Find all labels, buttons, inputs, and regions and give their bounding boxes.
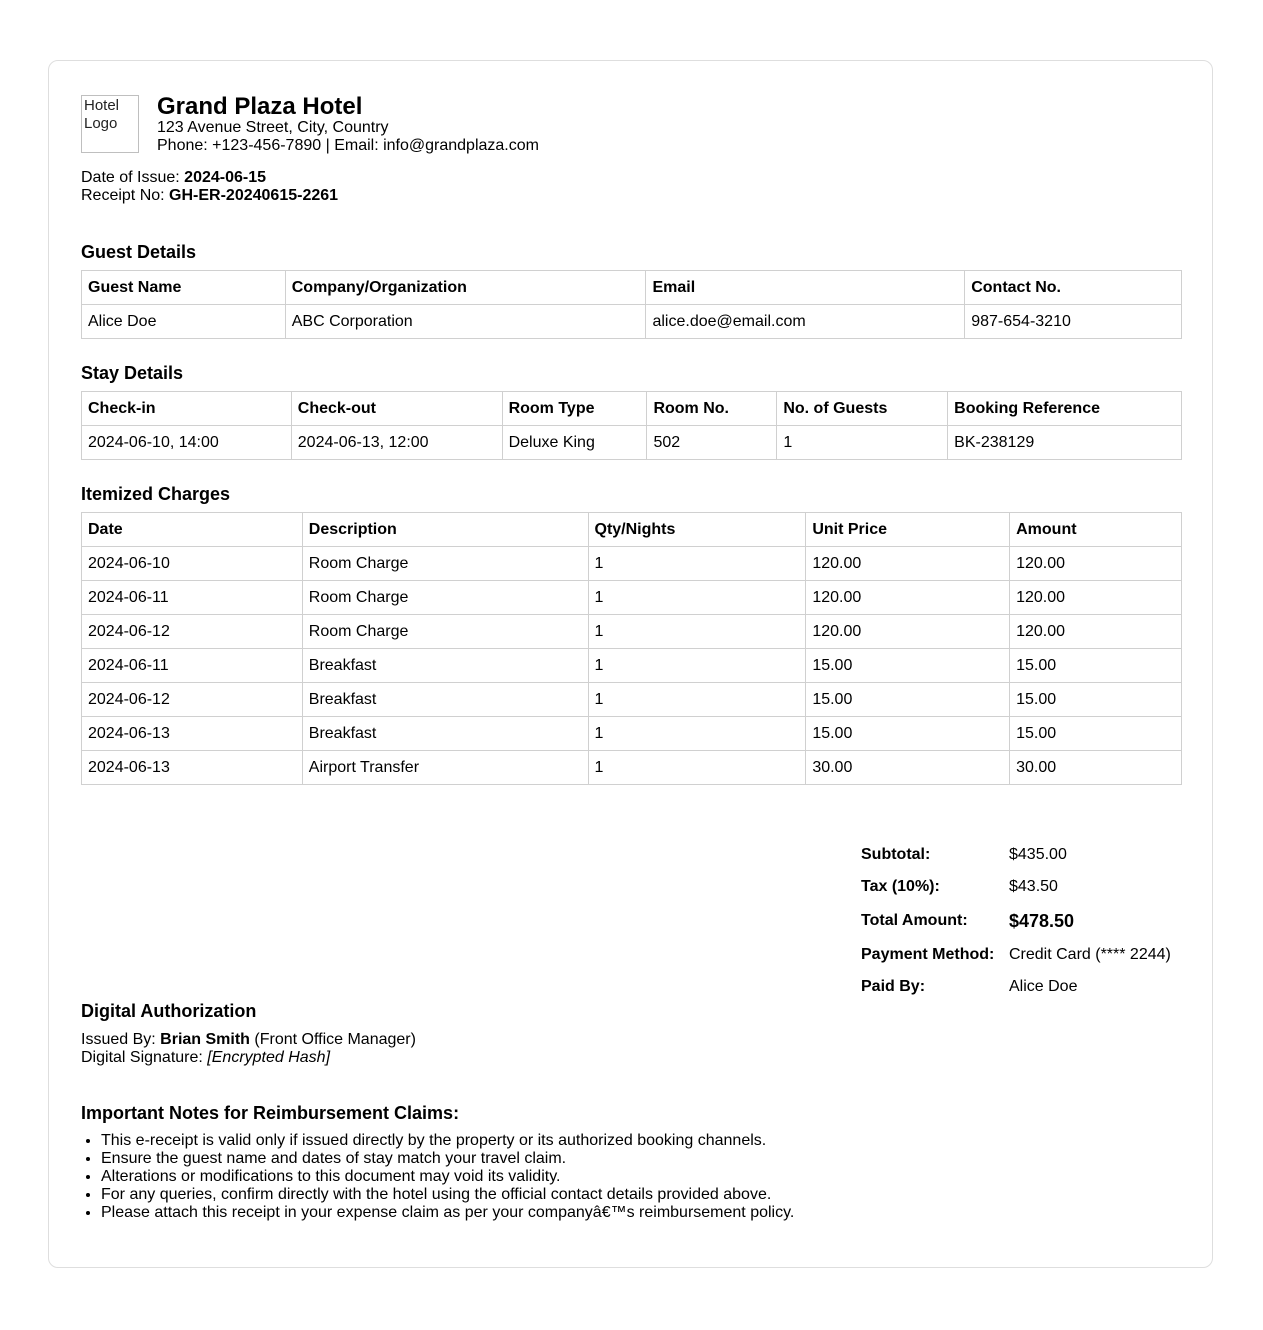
table-cell: 120.00 [806, 615, 1010, 649]
paid-by-row [861, 971, 1171, 1003]
list-item: • This e-receipt is valid only if issued directly by the property or its authorized booking channels. [101, 1132, 1081, 1150]
total-amount-row [861, 903, 1171, 939]
reimbursement-notes [81, 1103, 1081, 1222]
table-header-cell: Room Type [502, 392, 647, 426]
table-header-cell: Company/Organization [285, 271, 646, 305]
issue-date-value: 2024-06-15 [184, 169, 267, 186]
table-header-cell: No. of Guests [777, 392, 948, 426]
subtotal-row [861, 839, 1171, 871]
table-cell: 120.00 [1010, 615, 1182, 649]
hotel-logo-image: Hotel Logo [81, 95, 139, 153]
table-cell: 1 [588, 649, 806, 683]
table-cell: 2024-06-13, 12:00 [291, 426, 502, 460]
guest-details-table [81, 270, 1182, 339]
table-cell: 15.00 [806, 717, 1010, 751]
table-cell: 1 [588, 547, 806, 581]
tax-value: $43.50 [1009, 878, 1058, 895]
receipt-card [48, 60, 1213, 1268]
stay-details-title: Stay Details [81, 363, 184, 383]
table-header-row [82, 392, 1182, 426]
table-header-cell: Check-out [291, 392, 502, 426]
subtotal-value: $435.00 [1009, 846, 1067, 863]
table-cell: 15.00 [1010, 649, 1182, 683]
table-cell: 15.00 [806, 649, 1010, 683]
table-row [82, 649, 1182, 683]
table-row [82, 751, 1182, 785]
table-cell: Breakfast [302, 683, 588, 717]
table-cell: 2024-06-11 [82, 649, 303, 683]
table-cell: 120.00 [1010, 581, 1182, 615]
issued-by-label: Issued By: [81, 1031, 156, 1048]
table-row [82, 305, 1182, 339]
table-header-cell: Contact No. [965, 271, 1182, 305]
table-cell: 502 [647, 426, 777, 460]
table-cell: 15.00 [806, 683, 1010, 717]
table-row [82, 683, 1182, 717]
table-cell: BK-238129 [948, 426, 1182, 460]
table-cell: alice.doe@email.com [646, 305, 965, 339]
payment-method-label: Payment Method: [861, 946, 995, 963]
table-cell: 1 [777, 426, 948, 460]
receipt-number-value: GH-ER-20240615-2261 [169, 187, 339, 204]
guest-details-title: Guest Details [81, 242, 197, 262]
table-cell: 1 [588, 683, 806, 717]
table-header-cell: Unit Price [806, 513, 1010, 547]
issued-by [81, 1031, 781, 1049]
receipt-number [81, 187, 1182, 205]
table-cell: Breakfast [302, 649, 588, 683]
hotel-name: Grand Plaza Hotel [157, 93, 363, 120]
table-header-cell: Date [82, 513, 303, 547]
table-cell: 987-654-3210 [965, 305, 1182, 339]
table-cell: 1 [588, 615, 806, 649]
issued-by-role: (Front Office Manager) [254, 1031, 416, 1048]
table-header-cell: Room No. [647, 392, 777, 426]
table-cell: 2024-06-13 [82, 751, 303, 785]
table-cell: Room Charge [302, 547, 588, 581]
issued-by-name: Brian Smith [160, 1031, 250, 1048]
reimbursement-notes-title: Important Notes for Reimbursement Claims: [81, 1103, 460, 1123]
table-cell: 2024-06-10, 14:00 [82, 426, 292, 460]
table-header-cell: Email [646, 271, 965, 305]
table-cell: ABC Corporation [285, 305, 646, 339]
table-header-cell: Guest Name [82, 271, 286, 305]
digital-signature [81, 1049, 781, 1067]
table-cell: 2024-06-13 [82, 717, 303, 751]
paid-by-label: Paid By: [861, 978, 926, 995]
notes-list [81, 1132, 1081, 1222]
table-cell: Room Charge [302, 581, 588, 615]
issue-date-label: Date of Issue: [81, 169, 180, 186]
totals-summary [861, 839, 1171, 1003]
table-cell: 2024-06-11 [82, 581, 303, 615]
table-row [82, 547, 1182, 581]
table-row [82, 426, 1182, 460]
hotel-contact: Phone: +123-456-7890 | Email: info@grandplaza.com [157, 137, 539, 154]
table-cell: Deluxe King [502, 426, 647, 460]
table-header-cell: Amount [1010, 513, 1182, 547]
itemized-charges-title: Itemized Charges [81, 484, 231, 504]
table-cell: 120.00 [806, 547, 1010, 581]
payment-method-row [861, 939, 1171, 971]
table-cell: 15.00 [1010, 683, 1182, 717]
table-row [82, 717, 1182, 751]
table-cell: 1 [588, 581, 806, 615]
subtotal-label: Subtotal: [861, 846, 931, 863]
receipt-number-label: Receipt No: [81, 187, 165, 204]
digital-signature-value: [Encrypted Hash] [207, 1049, 331, 1066]
table-cell: Airport Transfer [302, 751, 588, 785]
itemized-charges-table [81, 512, 1182, 785]
table-cell: 30.00 [806, 751, 1010, 785]
payment-method-value: Credit Card (**** 2244) [1009, 946, 1171, 963]
table-row [82, 581, 1182, 615]
table-header-row [82, 271, 1182, 305]
table-cell: Alice Doe [82, 305, 286, 339]
receipt-content [81, 93, 1182, 1221]
total-amount-value: $478.50 [1009, 910, 1075, 931]
list-item: • For any queries, confirm directly with the hotel using the official contact details provided above. [101, 1186, 1081, 1204]
table-header-cell: Qty/Nights [588, 513, 806, 547]
table-row [82, 615, 1182, 649]
receipt-meta [81, 169, 1182, 205]
table-cell: 2024-06-12 [82, 683, 303, 717]
table-cell: 30.00 [1010, 751, 1182, 785]
digital-signature-label: Digital Signature: [81, 1049, 203, 1066]
hotel-info [157, 95, 539, 155]
list-item: • Ensure the guest name and dates of stay match your travel claim. [101, 1150, 1081, 1168]
hotel-header [81, 95, 1182, 155]
issue-date [81, 169, 1182, 187]
paid-by-value: Alice Doe [1009, 978, 1078, 995]
stay-details-table [81, 391, 1182, 460]
table-cell: Room Charge [302, 615, 588, 649]
hotel-address: 123 Avenue Street, City, Country [157, 119, 389, 136]
table-cell: 1 [588, 717, 806, 751]
digital-authorization [81, 1001, 781, 1067]
table-cell: 2024-06-12 [82, 615, 303, 649]
table-cell: 1 [588, 751, 806, 785]
table-header-cell: Check-in [82, 392, 292, 426]
table-cell: 120.00 [806, 581, 1010, 615]
table-cell: 15.00 [1010, 717, 1182, 751]
table-cell: Breakfast [302, 717, 588, 751]
table-header-cell: Booking Reference [948, 392, 1182, 426]
list-item: • Please attach this receipt in your expense claim as per your companyâ€™s reimbursement policy. [101, 1204, 1081, 1222]
digital-authorization-title: Digital Authorization [81, 1001, 257, 1021]
tax-row [861, 871, 1171, 903]
total-amount-label: Total Amount: [861, 912, 968, 929]
table-cell: 120.00 [1010, 547, 1182, 581]
table-cell: 2024-06-10 [82, 547, 303, 581]
table-header-cell: Description [302, 513, 588, 547]
tax-label: Tax (10%): [861, 878, 940, 895]
list-item: • Alterations or modifications to this document may void its validity. [101, 1168, 1081, 1186]
table-header-row [82, 513, 1182, 547]
